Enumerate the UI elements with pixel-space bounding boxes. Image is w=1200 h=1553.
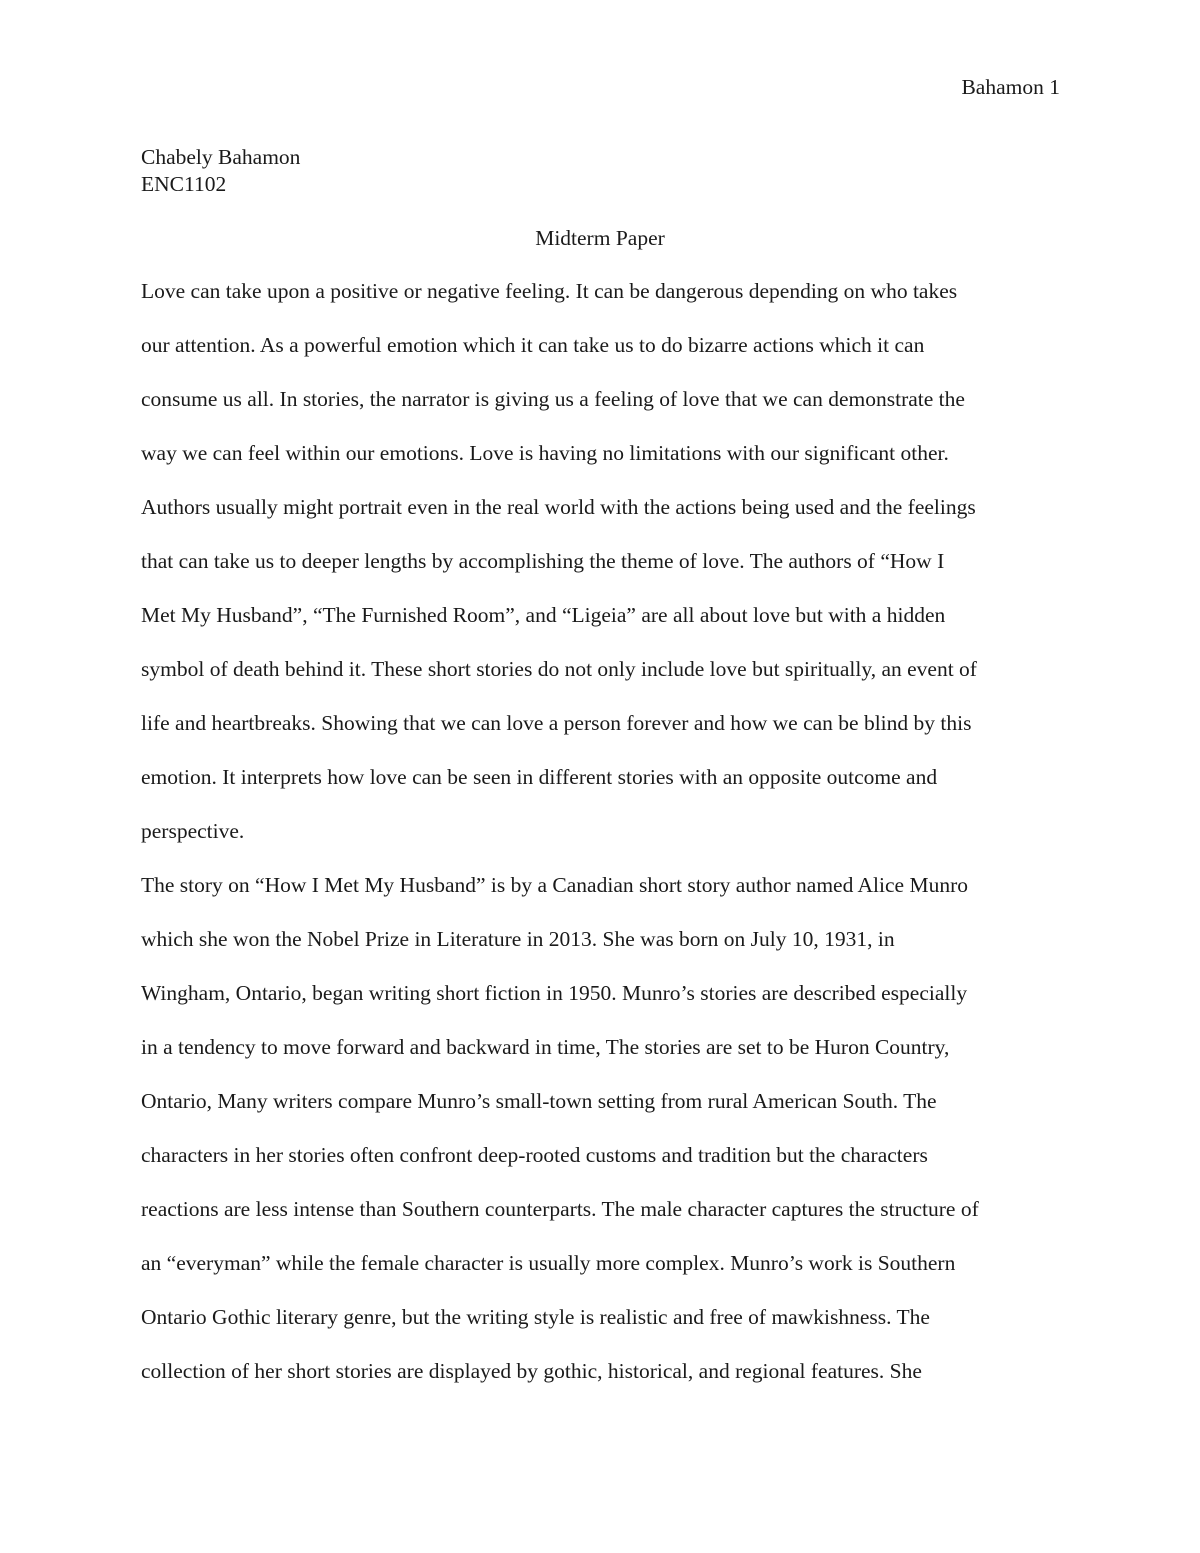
body-line: an “everyman” while the female character is usually more complex. Munro’s work is Southern — [141, 1251, 956, 1275]
body-line: emotion. It interprets how love can be seen in different stories with an opposite outcome and — [141, 765, 938, 789]
page-header-label: Bahamon 1 — [961, 75, 1060, 99]
body-line: in a tendency to move forward and backward in time, The stories are set to be Huron Country, — [141, 1035, 950, 1059]
body-line: perspective. — [141, 819, 245, 843]
body-line: reactions are less intense than Southern counterparts. The male character captures the structure of — [141, 1197, 979, 1221]
body-line: Met My Husband”, “The Furnished Room”, and “Ligeia” are all about love but with a hidden — [141, 603, 946, 627]
body-line: Love can take upon a positive or negative feeling. It can be dangerous depending on who takes — [141, 279, 958, 303]
body-line: which she won the Nobel Prize in Literature in 2013. She was born on July 10, 1931, in — [141, 927, 895, 951]
body-line: Ontario Gothic literary genre, but the writing style is realistic and free of mawkishness. The — [141, 1305, 930, 1329]
author-name: Chabely Bahamon — [141, 145, 301, 169]
body-line: that can take us to deeper lengths by accomplishing the theme of love. The authors of “How I — [141, 549, 945, 573]
body-line: our attention. As a powerful emotion which it can take us to do bizarre actions which it can — [141, 333, 925, 357]
body-line: consume us all. In stories, the narrator is giving us a feeling of love that we can demonstrate the — [141, 387, 965, 411]
body-line: collection of her short stories are displayed by gothic, historical, and regional features. She — [141, 1359, 922, 1383]
author-info-block — [141, 144, 300, 198]
body-line: way we can feel within our emotions. Love is having no limitations with our significant other. — [141, 441, 949, 465]
paper-title: Midterm Paper — [535, 226, 665, 250]
body-line: Wingham, Ontario, began writing short fiction in 1950. Munro’s stories are described especially — [141, 981, 968, 1005]
body-line: characters in her stories often confront deep-rooted customs and tradition but the characters — [141, 1143, 928, 1167]
body-text — [141, 273, 1071, 1407]
body-line: Authors usually might portrait even in the real world with the actions being used and the feelings — [141, 495, 976, 519]
body-line: life and heartbreaks. Showing that we can love a person forever and how we can be blind by this — [141, 711, 972, 735]
body-line: symbol of death behind it. These short stories do not only include love but spiritually, an event of — [141, 657, 977, 681]
course-code: ENC1102 — [141, 172, 227, 196]
body-line: The story on “How I Met My Husband” is by a Canadian short story author named Alice Munro — [141, 873, 968, 897]
body-line: Ontario, Many writers compare Munro’s small-town setting from rural American South. The — [141, 1089, 937, 1113]
